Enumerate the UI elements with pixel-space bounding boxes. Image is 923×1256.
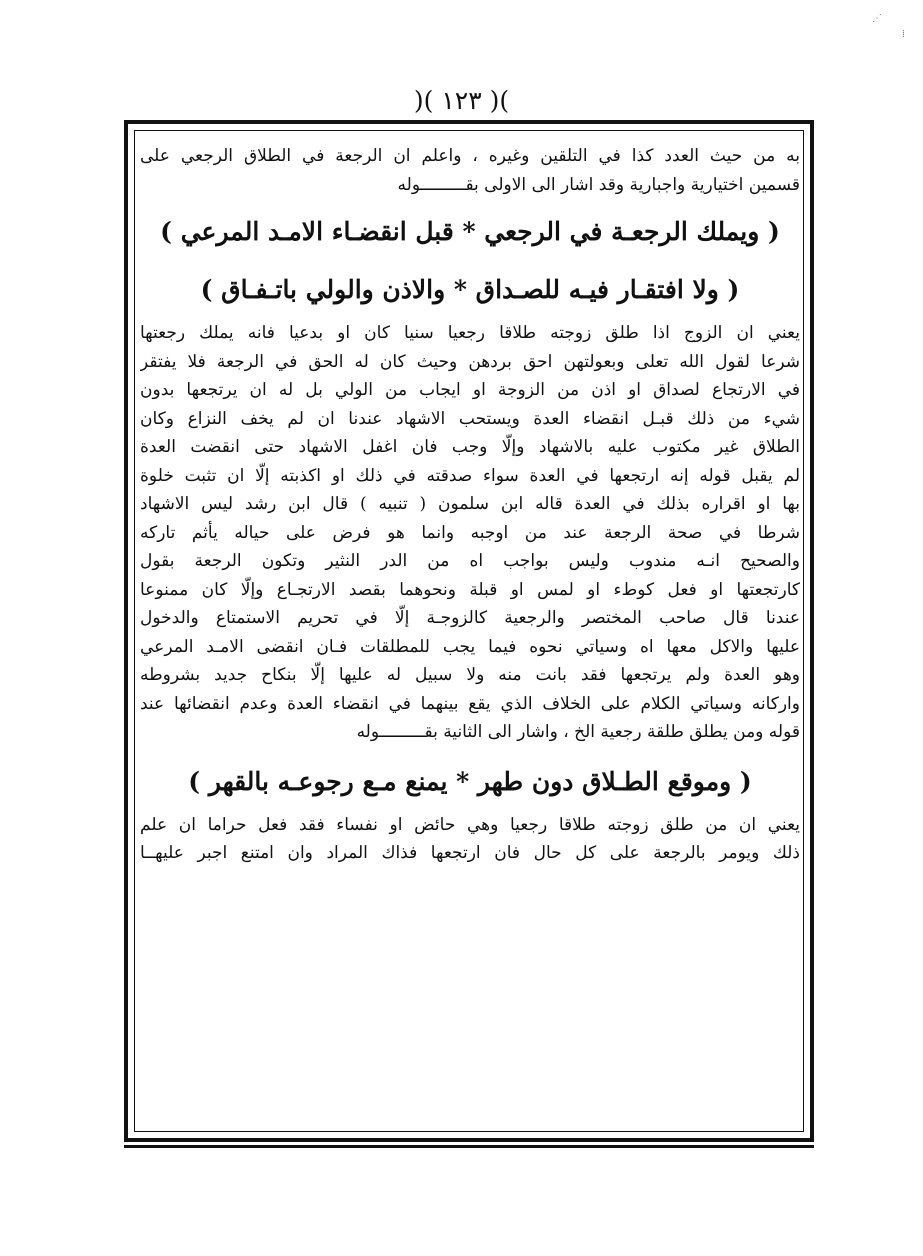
text-line: يعني ان من طلق زوجته طلاقا رجعيا وهي حائض او نفساء فقد فعل حراما ان علم bbox=[140, 814, 800, 835]
verse-line: ( وموقع الطـلاق دون طهر * يمنع مـع رجوعـه بالقهر ) bbox=[188, 766, 752, 796]
text-line: الطلاق غير مكتوب عليه بالاشهاد وإلّا وجب فان اغفل الاشهاد حتى انقضت العدة bbox=[140, 437, 800, 457]
text-line: لم يقبل قوله إنه ارتجعها في العدة سواء صدقته في ذلك او اكذبته إلّا ان تثبت خلوة bbox=[140, 465, 800, 486]
verse-line: ( ويملك الرجعـة في الرجعي * قبل انقضـاء الامـد المرعي ) bbox=[160, 217, 780, 246]
intro-paragraph bbox=[140, 142, 800, 199]
text-line: عليها والاكل معها اه وسياتي نحوه فيما يجب للمطلقات فـان انقضى الامـد المرعي bbox=[140, 636, 800, 657]
text-line: والصحيح انـه مندوب وليس بواجب اه من الدر النثير وتكون الرجعة بقول bbox=[140, 551, 800, 571]
scan-speck: ⋰ bbox=[872, 13, 882, 24]
text-line: في الارتجاع لصداق او اذن من الزوجة او ايجاب من الولي بل له ان يرتجعها بدون bbox=[140, 380, 800, 400]
page-content bbox=[140, 142, 800, 868]
bottom-rule bbox=[124, 1145, 814, 1148]
text-line: قسمين اختيارية واجبارية وقد اشار الى الاولى بقـــــــــوله bbox=[397, 174, 800, 195]
verse-line: ( ولا افتقـار فيـه للصـداق * والاذن والولي باتـفـاق ) bbox=[200, 275, 740, 304]
text-line: بها او اقراره بذلك في العدة قاله ابن سلمون ( تنبيه ) قال ابن رشد ليس الاشهاد bbox=[140, 494, 800, 514]
text-line: واركانه وسياتي الكلام على الخلاف الذي يقع بينهما في انقضاء العدة وعدم انقضائها عند bbox=[140, 693, 800, 714]
text-line: يعني ان الزوج اذا طلق زوجته طلاقا رجعيا سنيا كان او بدعيا فانه يملك رجعتها bbox=[140, 323, 800, 343]
text-line: ذلك ويومر بالرجعة على كل حال فان ارتجعها فذاك المراد وان امتنع اجبر عليهــا bbox=[140, 843, 800, 863]
scan-speck: ⁞ bbox=[902, 29, 905, 40]
text-line: وهو العدة ولم يرتجعها فقد بانت منه ولا سبيل له عليها إلّا بنكاح جديد بشروطه bbox=[140, 665, 800, 685]
text-line: عندنا قال صاحب المختصر والرجعية كالزوجـة إلّا في تحريم الاستمتاع والدخول bbox=[140, 608, 800, 628]
text-line: شيء من ذلك قبـل انقضاء العدة ويستحب الاشهاد عندنا ان لم يخف النزاع وكان bbox=[140, 408, 800, 429]
commentary-paragraph bbox=[140, 319, 800, 747]
text-line: شرعا لقول الله تعلى وبعولتهن احق بردهن وحيث كان له الحق في الرجعة فلا يفتقر bbox=[140, 351, 800, 372]
text-line: شرطا في صحة الرجعة عند من اوجبه وانما هو فرض على حياله يأثم تاركه bbox=[140, 522, 800, 543]
page-number: )( ١٢٣ )( bbox=[413, 86, 510, 115]
text-line: كارتجعتها او فعل كوطء او لمس او قبلة ونحوهما بقصد الارتجـاع وإلّا كان ممنوعا bbox=[140, 579, 800, 600]
text-line: به من حيث العدد كذا في التلقين وغيره ، واعلم ان الرجعة في الطلاق الرجعي على bbox=[140, 146, 800, 166]
text-line: قوله ومن يطلق طلقة رجعية الخ ، واشار الى الثانية بقـــــــــوله bbox=[356, 722, 800, 742]
commentary-paragraph bbox=[140, 811, 800, 868]
